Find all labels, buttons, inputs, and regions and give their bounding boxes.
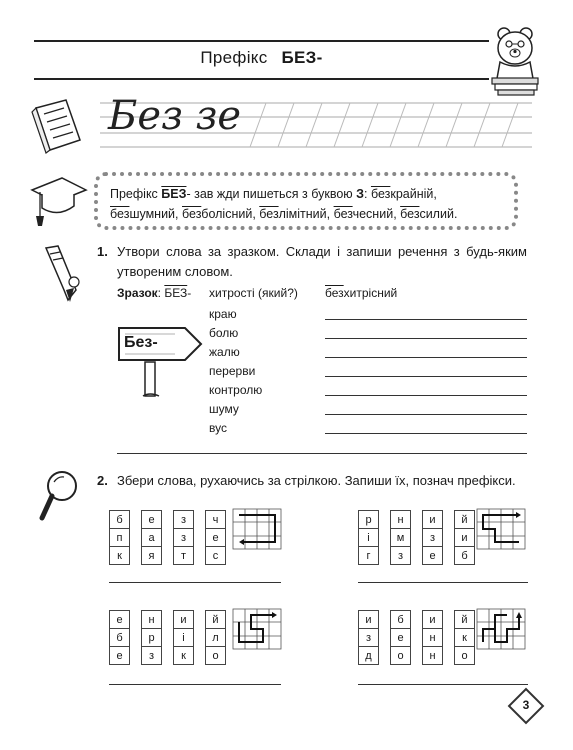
grid-cell: и (359, 611, 379, 629)
grid-cell: з (391, 547, 411, 565)
grid-cell: і (174, 629, 194, 647)
title-label: Префікс (200, 48, 268, 67)
grid-cell: ч (206, 511, 226, 529)
word-item: вус (209, 421, 227, 435)
bear-reading-icon (486, 24, 544, 96)
title-prefix: БЕЗ- (281, 48, 323, 67)
word-item: контролю (209, 383, 263, 397)
answer-line[interactable] (325, 338, 527, 339)
grid-cell: и (423, 511, 443, 529)
grid-cell: о (391, 647, 411, 665)
grid-cell: е (142, 511, 162, 529)
title-rule-bottom (34, 78, 489, 80)
grid-cell: з (359, 629, 379, 647)
grid-cell: й (455, 611, 475, 629)
graduation-cap-icon (30, 176, 88, 230)
grid-cell: е (110, 611, 130, 629)
grid-cell: е (423, 547, 443, 565)
sign-text: Без- (124, 334, 158, 351)
word-item: краю (209, 307, 237, 321)
rule-prefix: БЕЗ (161, 187, 187, 201)
grid-cell: й (455, 511, 475, 529)
grid-cell: з (142, 647, 162, 665)
arrow-path-diagram-1 (232, 508, 282, 550)
word-item: болю (209, 326, 239, 340)
grid-cell: я (142, 547, 162, 565)
answer-line[interactable] (325, 376, 527, 377)
grid-cell: з (423, 529, 443, 547)
grid-answer-line[interactable] (358, 684, 528, 685)
page-title (34, 48, 489, 68)
copybook-word: Без зе (108, 93, 242, 139)
grid-cell: н (391, 511, 411, 529)
word-item: жалю (209, 345, 240, 359)
grid-cell: а (142, 529, 162, 547)
sample-label: Зразок (117, 286, 158, 300)
grid-cell: з (174, 529, 194, 547)
sentence-line[interactable] (117, 453, 527, 454)
letter-grid-3 (109, 610, 226, 665)
grid-cell: з (174, 511, 194, 529)
grid-cell: е (391, 629, 411, 647)
title-rule-top (34, 40, 489, 42)
grid-answer-line[interactable] (109, 684, 281, 685)
grid-cell: г (359, 547, 379, 565)
grid-answer-line[interactable] (109, 582, 281, 583)
letter-grid-4 (358, 610, 475, 665)
grid-cell: б (391, 611, 411, 629)
sample-word: хитрості (який?) (209, 286, 298, 300)
task1-text: Утвори слова за зразком. Склади і запиши речення з будь-яким утвореним словом. (117, 244, 527, 279)
grid-cell: к (174, 647, 194, 665)
grid-cell: е (110, 647, 130, 665)
grid-cell: о (455, 647, 475, 665)
task2-number: 2. (97, 473, 108, 488)
letter-grid-1 (109, 510, 226, 565)
grid-cell: к (455, 629, 475, 647)
grid-cell: м (391, 529, 411, 547)
arrow-path-diagram-2 (476, 508, 526, 550)
answer-line[interactable] (325, 319, 527, 320)
grid-cell: б (110, 629, 130, 647)
grid-cell: р (359, 511, 379, 529)
grid-cell: л (206, 629, 226, 647)
task2-text: Збери слова, рухаючись за стрілкою. Запиши їх, познач префікси. (117, 473, 516, 488)
grid-cell: б (110, 511, 130, 529)
grid-cell: і (359, 529, 379, 547)
magnifier-icon (34, 468, 82, 524)
grid-cell: к (110, 547, 130, 565)
task1-number: 1. (97, 244, 108, 259)
arrow-path-diagram-4 (476, 608, 526, 650)
grid-cell: д (359, 647, 379, 665)
grid-answer-line[interactable] (358, 582, 528, 583)
answer-line[interactable] (325, 357, 527, 358)
grid-cell: п (110, 529, 130, 547)
grid-cell: е (206, 529, 226, 547)
rule-letter: З (356, 187, 364, 201)
grid-cell: и (423, 611, 443, 629)
arrow-path-diagram-3 (232, 608, 282, 650)
pen-icon (38, 244, 82, 304)
grid-cell: й (206, 611, 226, 629)
sample-answer: безхитрісний (325, 286, 398, 300)
open-book-icon (30, 98, 90, 154)
grid-cell: б (455, 547, 475, 565)
grid-cell: с (206, 547, 226, 565)
grid-cell: н (423, 629, 443, 647)
page-number: 3 (522, 698, 530, 712)
answer-line[interactable] (325, 433, 527, 434)
word-item: шуму (209, 402, 239, 416)
grid-cell: о (206, 647, 226, 665)
grid-cell: р (142, 629, 162, 647)
word-item: перерви (209, 364, 256, 378)
sample-row: Зразок: БЕЗ- (117, 286, 192, 300)
rule-box: Префікс БЕЗ- зав жди пишеться з буквою З: безкрайній, безшумний, безболісний, безлімітний, безчесний, безсилий. (94, 172, 518, 230)
answer-line[interactable] (325, 395, 527, 396)
grid-cell: и (455, 529, 475, 547)
grid-cell: т (174, 547, 194, 565)
letter-grid-2 (358, 510, 475, 565)
grid-cell: н (142, 611, 162, 629)
answer-line[interactable] (325, 414, 527, 415)
sample-prefix: БЕЗ (164, 286, 188, 300)
grid-cell: и (174, 611, 194, 629)
grid-cell: н (423, 647, 443, 665)
